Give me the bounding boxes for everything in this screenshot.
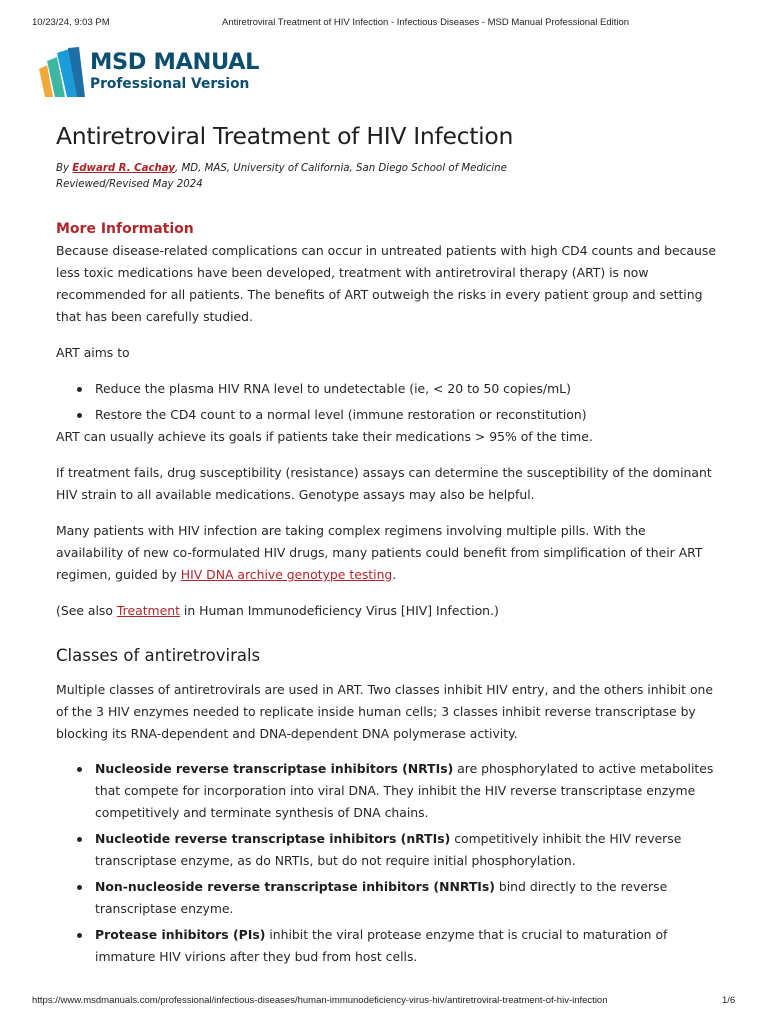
author-link[interactable]: Edward R. Cachay <box>72 163 175 174</box>
list-item: Protease inhibitors (PIs) inhibit the viral protease enzyme that is crucial to maturation of immature HIV virions after they bud from host cells. <box>56 924 716 968</box>
byline-prefix: By <box>56 163 70 174</box>
byline <box>56 161 716 193</box>
logo-subtitle: Professional Version <box>90 76 250 92</box>
classes-intro-paragraph: Multiple classes of antiretrovirals are used in ART. Two classes inhibit HIV entry, and the others inhibit one of the 3 HIV enzymes needed to replicate inside human cells; 3 classes inhibit reverse transcriptase by blocking its RNA-dependent and DNA-dependent DNA polymerase activity. <box>56 682 714 741</box>
list-item: Restore the CD4 count to a normal level (immune restoration or reconstitution) <box>56 404 716 426</box>
logo-wordmark: MSD MANUAL <box>90 49 260 75</box>
article-title: Antiretroviral Treatment of HIV Infection <box>56 122 514 150</box>
msd-manual-logo[interactable] <box>37 47 277 99</box>
classes-heading: Classes of antiretrovirals <box>56 646 261 665</box>
goals-paragraph: ART can usually achieve its goals if patients take their medications > 95% of the time. <box>56 429 593 444</box>
class-term: Nucleoside reverse transcriptase inhibitors (NRTIs) <box>95 761 454 776</box>
regimen-paragraph: Many patients with HIV infection are taking complex regimens involving multiple pills. With the availability of new co-formulated HIV drugs, many patients could benefit from simplification of their ART regimen, guided by HIV DNA archive genotype testing. <box>56 523 703 582</box>
see-also-paragraph: (See also Treatment in Human Immunodeficiency Virus [HIV] Infection.) <box>56 603 499 618</box>
print-datetime: 10/23/24, 9:03 PM <box>32 17 110 28</box>
art-aims-label: ART aims to <box>56 345 130 360</box>
list-item: Reduce the plasma HIV RNA level to undetectable (ie, < 20 to 50 copies/mL) <box>56 378 716 400</box>
more-information-toggle[interactable]: More Information <box>56 221 194 237</box>
reviewed-date: Reviewed/Revised May 2024 <box>56 179 203 190</box>
art-aims-list <box>56 378 716 426</box>
print-page-title: Antiretroviral Treatment of HIV Infection - Infectious Diseases - MSD Manual Professional Edition <box>222 17 630 28</box>
antiretroviral-classes-list <box>56 758 716 968</box>
treatment-fails-paragraph: If treatment fails, drug susceptibility (resistance) assays can determine the susceptibility of the dominant HIV strain to all available medications. Genotype assays may also be helpful. <box>56 465 712 502</box>
hiv-dna-genotype-link[interactable]: HIV DNA archive genotype testing <box>180 567 393 582</box>
msd-logo-icon <box>37 47 87 99</box>
author-affiliation: , MD, MAS, University of California, San Diego School of Medicine <box>174 163 507 174</box>
class-term: Protease inhibitors (PIs) <box>95 927 266 942</box>
list-item: Nucleotide reverse transcriptase inhibitors (nRTIs) competitively inhibit the HIV reverse transcriptase enzyme, as do NRTIs, but do not require initial phosphorylation. <box>56 828 716 872</box>
page-url: https://www.msdmanuals.com/professional/infectious-diseases/human-immunodeficiency-virus-hiv/antiretroviral-treatment-of-hiv-infection <box>32 995 608 1006</box>
class-term: Non-nucleoside reverse transcriptase inhibitors (NNRTIs) <box>95 879 495 894</box>
list-item: Nucleoside reverse transcriptase inhibitors (NRTIs) are phosphorylated to active metabolites that compete for incorporation into viral DNA. They inhibit the HIV reverse transcriptase enzyme competitively and terminate synthesis of DNA chains. <box>56 758 716 824</box>
treatment-link[interactable]: Treatment <box>116 603 180 618</box>
list-item: Non-nucleoside reverse transcriptase inhibitors (NNRTIs) bind directly to the reverse transcriptase enzyme. <box>56 876 716 920</box>
article-content <box>56 118 716 972</box>
class-term: Nucleotide reverse transcriptase inhibitors (nRTIs) <box>95 831 451 846</box>
page-number: 1/6 <box>722 995 736 1006</box>
intro-paragraph: Because disease-related complications can occur in untreated patients with high CD4 counts and because less toxic medications have been developed, treatment with antiretroviral therapy (ART) is now recommended for all patients. The benefits of ART outweigh the risks in every patient group and setting that has been carefully studied. <box>56 243 716 324</box>
